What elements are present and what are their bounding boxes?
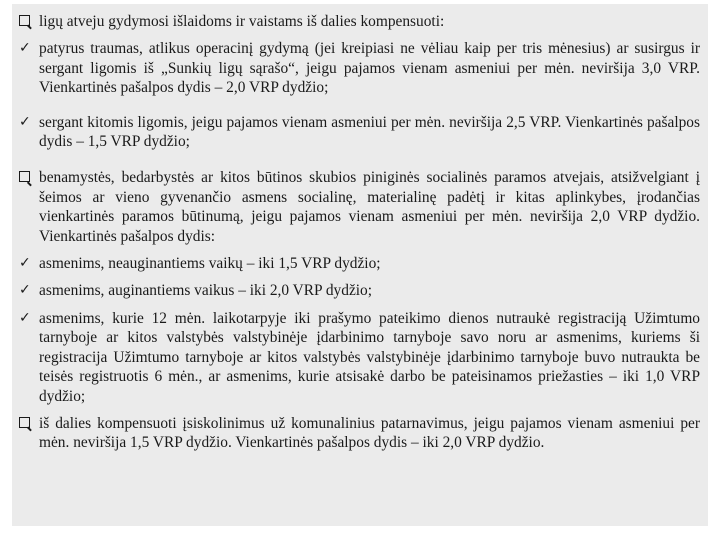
list-item-text: sergant kitomis ligomis, jeigu pajamos vienam asmeniui per mėn. neviršija 2,5 VRP. Vienkartinės pašalpos dydis – 1,5 VRP dydžio; — [39, 113, 700, 151]
checkmark-icon: ✓ — [19, 40, 31, 57]
slide-background — [12, 4, 708, 526]
list-item — [19, 309, 700, 406]
list-item — [19, 168, 700, 246]
list-item — [19, 39, 700, 97]
checkmark-icon: ✓ — [19, 113, 31, 130]
square-bullet-icon — [19, 12, 33, 31]
checkmark-icon: ✓ — [19, 255, 31, 272]
list-item-text: iš dalies kompensuoti įsiskolinimus už komunalinius patarnavimus, jeigu pajamos vienam asmeniui per mėn. neviršija 1,5 VRP dydžio. Vienkartinės pašalpos dydis – iki 2,0 VRP dydžio. — [39, 414, 700, 452]
square-bullet-icon — [19, 414, 33, 433]
list-item-text: patyrus traumas, atlikus operacinį gydymą (jei kreipiasi ne vėliau kaip per tris mėnesius) ar susirgus ir sergant ligomis iš „Sunkių ligų sąrašo“, jeigu pajamos vienam asmeniui per mėn. neviršija 3,0 VRP. Vienkartinės pašalpos dydis – 2,0 VRP dydžio; — [39, 40, 700, 97]
list-item — [19, 12, 700, 31]
list-item-text: benamystės, bedarbystės ar kitos būtinos skubios piniginės socialinės paramos atvejais, atsižvelgiant į šeimos ar vieno gyvenančio asmens socialinę, materialinę padėtį ir kitas aplinkybes, įrodančias vienkartinės paramos būtinumą, jeigu pajamos vienam asmeniui per mėn. neviršija 2,0 VRP dydžio. Vienkartinės pašalpos dydis: — [39, 169, 700, 245]
list-item-text: asmenims, neauginantiems vaikų – iki 1,5 VRP dydžio; — [39, 255, 381, 273]
checkmark-icon: ✓ — [19, 282, 31, 299]
list-item — [19, 414, 700, 453]
square-bullet-icon — [19, 168, 33, 187]
checkmark-icon: ✓ — [19, 309, 31, 326]
list-item-text: ligų atveju gydymosi išlaidoms ir vaistams iš dalies kompensuoti: — [39, 13, 445, 30]
list-item-text: asmenims, auginantiems vaikus – iki 2,0 VRP dydžio; — [39, 282, 373, 300]
bullet-list — [19, 12, 700, 453]
list-item — [19, 113, 700, 152]
list-item-text: asmenims, kurie 12 mėn. laikotarpyje iki prašymo pateikimo dienos nutraukė registraciją Užimtumo tarnyboje ar kitos valstybės valstybinėje įdarbinimo tarnyboje savo noru ar asmenims, kuriems ši registracija Užimtumo tarnyboje ar kitos valstybės valstybinėje įdarbinimo tarnyboje buvo nutraukta be teisės registruotis 6 mėn., ar asmenims, kurie atsisakė darbo be pateisinamos priežasties – iki 1,0 VRP dydžio; — [39, 309, 700, 405]
list-item — [19, 281, 700, 300]
list-item — [19, 254, 700, 273]
